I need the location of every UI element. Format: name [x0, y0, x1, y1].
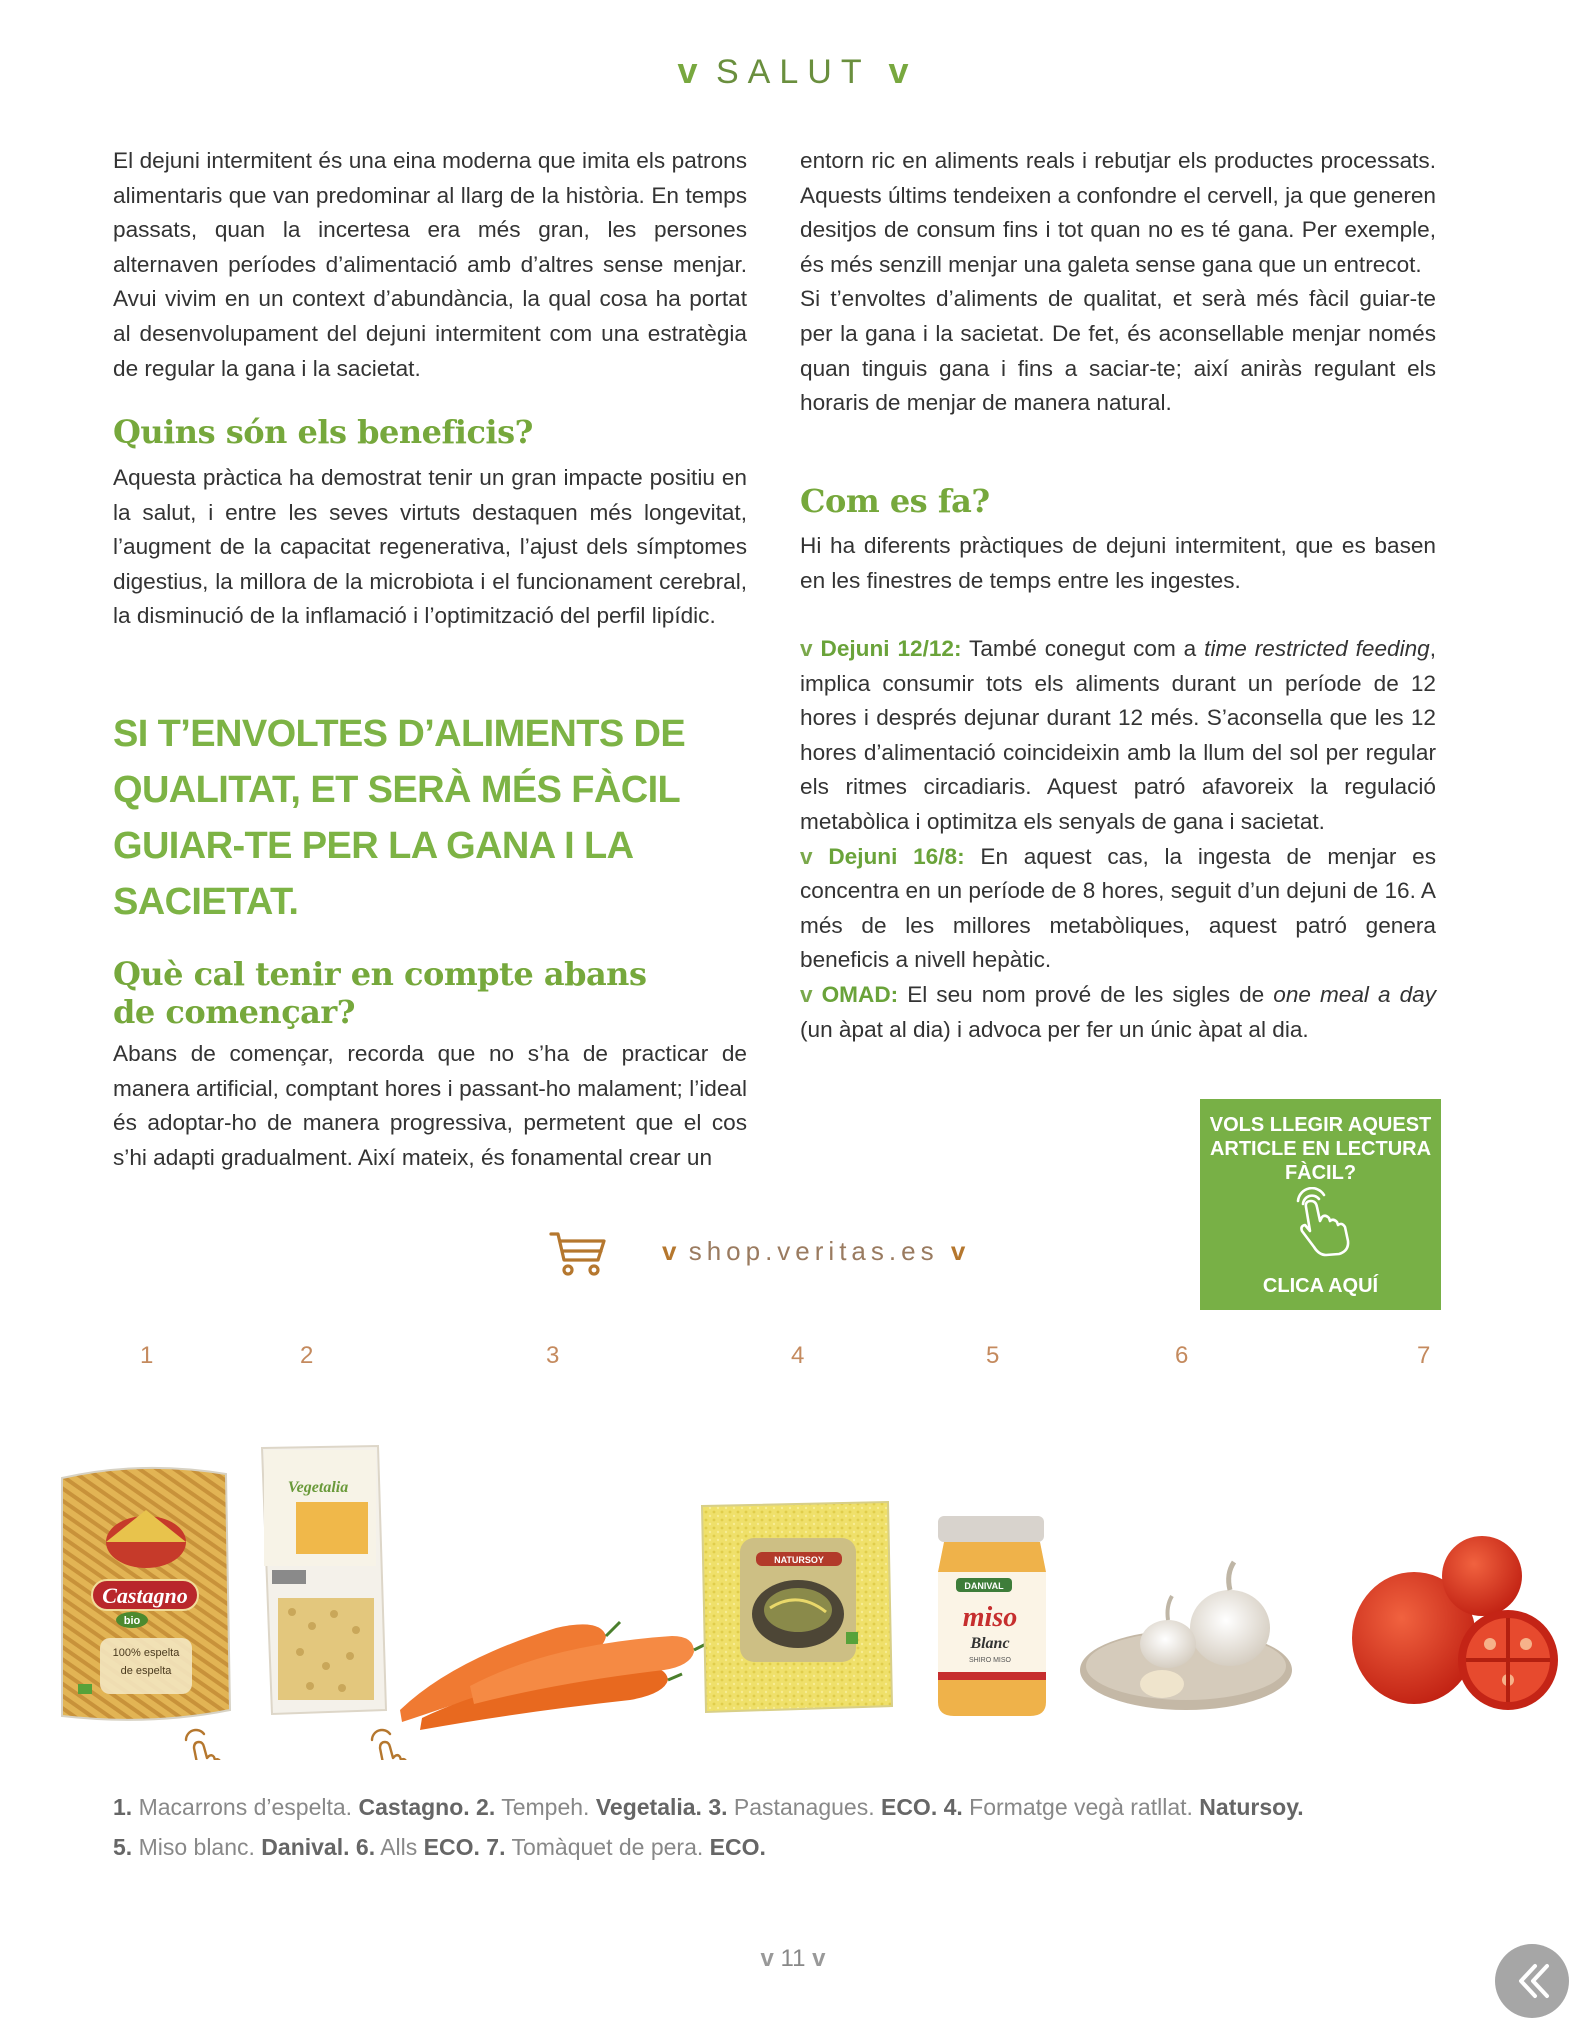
- product-carrots[interactable]: [400, 1622, 706, 1730]
- heading-before-line1: Què cal tenir en compte abans: [113, 955, 647, 993]
- tap-hand-icon[interactable]: [186, 1730, 222, 1760]
- list-item: v OMAD: El seu nom prové de les sigles de one meal a day (un àpat al dia) i advoca per fer un únic àpat al dia.: [800, 981, 1436, 1042]
- caption-line-2: 5. Miso blanc. Danival. 6. Alls ECO. 7. Tomàquet de pera. ECO.: [113, 1834, 766, 1860]
- section-header: [0, 50, 1586, 92]
- pack1-desc: 100% espelta: [112, 1647, 180, 1659]
- before-text: Abans de començar, recorda que no s’ha de practicar de manera artificial, comptant hores i passant-ho malament; l’ideal és adoptar-ho de manera progressiva, permetent que el cos s’hi adapti gradualment. Així mateix, és fonamental crear un: [113, 1041, 747, 1170]
- pack2-brand: Vegetalia: [287, 1479, 349, 1496]
- cart-icon[interactable]: [549, 1230, 607, 1278]
- page-number: v 11 v: [760, 1945, 826, 1972]
- item-label: Dejuni 12/12:: [820, 636, 962, 661]
- easy-read-title: VOLS LLEGIR AQUEST ARTICLE EN LECTURA FÀCIL?: [1209, 1114, 1432, 1184]
- products-strip: [0, 1430, 1586, 1760]
- pack1-brand: Castagno: [102, 1583, 188, 1608]
- pack1-sub: bio: [123, 1615, 141, 1627]
- product-garlic[interactable]: [1080, 1562, 1292, 1710]
- jar-sub2: SHIRO MISO: [968, 1657, 1012, 1664]
- section-title: SALUT: [716, 53, 870, 91]
- product-number: 7: [1417, 1342, 1431, 1369]
- jar-sub: Blanc: [970, 1635, 1010, 1652]
- product-miso-jar[interactable]: [938, 1516, 1046, 1716]
- product-grated-cheese[interactable]: [702, 1502, 892, 1712]
- fasting-types-list: [800, 632, 1436, 1047]
- benefits-paragraph: [113, 461, 747, 634]
- heading-how: Com es fa?: [800, 482, 990, 520]
- tap-hand-icon[interactable]: [372, 1730, 408, 1760]
- v-logo: v: [950, 1236, 966, 1266]
- product-number: 2: [300, 1342, 314, 1369]
- product-number: 4: [791, 1342, 805, 1369]
- heading-benefits: Quins són els beneficis?: [113, 413, 533, 451]
- easy-read-button[interactable]: [1200, 1099, 1441, 1310]
- how-paragraph: [800, 529, 1436, 598]
- product-number: 1: [140, 1342, 154, 1369]
- item-label: OMAD:: [821, 981, 899, 1007]
- product-pasta-bag[interactable]: [62, 1468, 230, 1720]
- page-number-value: 11: [780, 1945, 806, 1972]
- right-column-top: [800, 144, 1436, 421]
- heading-before-line2: de començar?: [113, 993, 356, 1031]
- intro-paragraph: [113, 144, 747, 386]
- benefits-text: Aquesta pràctica ha demostrat tenir un gran impacte positiu en la salut, i entre les seves virtuts destaquen més longevitat, l’augment de la capacitat regenerativa, l’ajust dels símptomes digestius, la millora de la microbiota i el funcionament cerebral, la disminució de la inflamació i l’optimització del perfil lipídic.: [113, 465, 747, 629]
- v-logo: v: [662, 1236, 677, 1266]
- item-label: Dejuni 16/8:: [828, 843, 965, 869]
- pack4-brand: NATURSOY: [774, 1555, 824, 1565]
- back-button[interactable]: [1495, 1944, 1569, 2018]
- before-paragraph: [113, 1037, 747, 1175]
- product-number: 5: [986, 1342, 1000, 1369]
- shop-url: shop.veritas.es: [688, 1236, 939, 1266]
- product-number: 3: [546, 1342, 560, 1369]
- list-item: v Dejuni 16/8: En aquest cas, la ingesta de menjar es concentra en un període de 8 hores, seguit d’un dejuni de 16. A més de les millores metabòliques, aquest patró genera beneficis a nivell hepàtic.: [800, 843, 1436, 973]
- heading-before: [113, 955, 753, 1031]
- quality-text: Si t’envoltes d’aliments de qualitat, et serà més fàcil guiar-te per la gana i la sacietat. De fet, és aconsellable menjar només quan tinguis gana i fins a saciar-te; així aniràs regulant els horaris de menjar de manera natural.: [800, 286, 1436, 416]
- shop-link[interactable]: [662, 1236, 965, 1267]
- caption-line-1: 1. Macarrons d’espelta. Castagno. 2. Tempeh. Vegetalia. 3. Pastanagues. ECO. 4. Formatge vegà ratllat. Natursoy.: [113, 1794, 1304, 1820]
- list-item: v Dejuni 12/12: També conegut com a time restricted feeding, implica consumir tots els aliments durant un període de 12 hores i després dejunar durant 12 més. S’aconsella que les 12 hores d’alimentació coincideixin amb la llum del sol per regular els ritmes circadiaris. Aquest patró afavoreix la regulació metabòlica i optimitza els senyals de gana i sacietat.: [800, 636, 1437, 834]
- jar-brand: DANIVAL: [964, 1581, 1004, 1591]
- product-number: 6: [1175, 1342, 1189, 1369]
- product-tomatoes[interactable]: [1352, 1536, 1558, 1710]
- easy-read-cta: CLICA AQUÍ: [1262, 1275, 1379, 1297]
- back-chevrons-icon: [1495, 1944, 1569, 2018]
- pack1-desc2: de espelta: [120, 1665, 172, 1677]
- pull-quote: SI T’ENVOLTES D’ALIMENTS DE QUALITAT, ET SERÀ MÉS FÀCIL GUIAR-TE PER LA GANA I LA SACIETAT.: [113, 713, 686, 923]
- product-tempeh-pack[interactable]: [262, 1446, 386, 1714]
- how-text: Hi ha diferents pràctiques de dejuni intermitent, que es basen en les finestres de temps entre les ingestes.: [800, 533, 1436, 593]
- v-logo-left: v: [677, 50, 698, 91]
- v-logo-right: v: [888, 50, 909, 91]
- continuation-text: entorn ric en aliments reals i rebutjar els productes processats. Aquests últims tendeixen a confondre el cervell, ja que generen desitjos de consum fins i tot quan no es té gana. Per exemple, és més senzill menjar una galeta sense gana que un entrecot.: [800, 148, 1436, 277]
- intro-text: El dejuni intermitent és una eina moderna que imita els patrons alimentaris que van predominar al llarg de la història. En temps passats, quan la incertesa era més gran, les persones alternaven períodes d’alimentació amb d’altres sense menjar. Avui vivim en un context d’abundància, la qual cosa ha portat al desenvolupament del dejuni intermitent com una estratègia de regular la gana i la sacietat.: [113, 148, 747, 381]
- product-caption: [113, 1787, 1473, 1867]
- tap-hand-icon: [1292, 1187, 1356, 1257]
- jar-title: miso: [962, 1602, 1018, 1633]
